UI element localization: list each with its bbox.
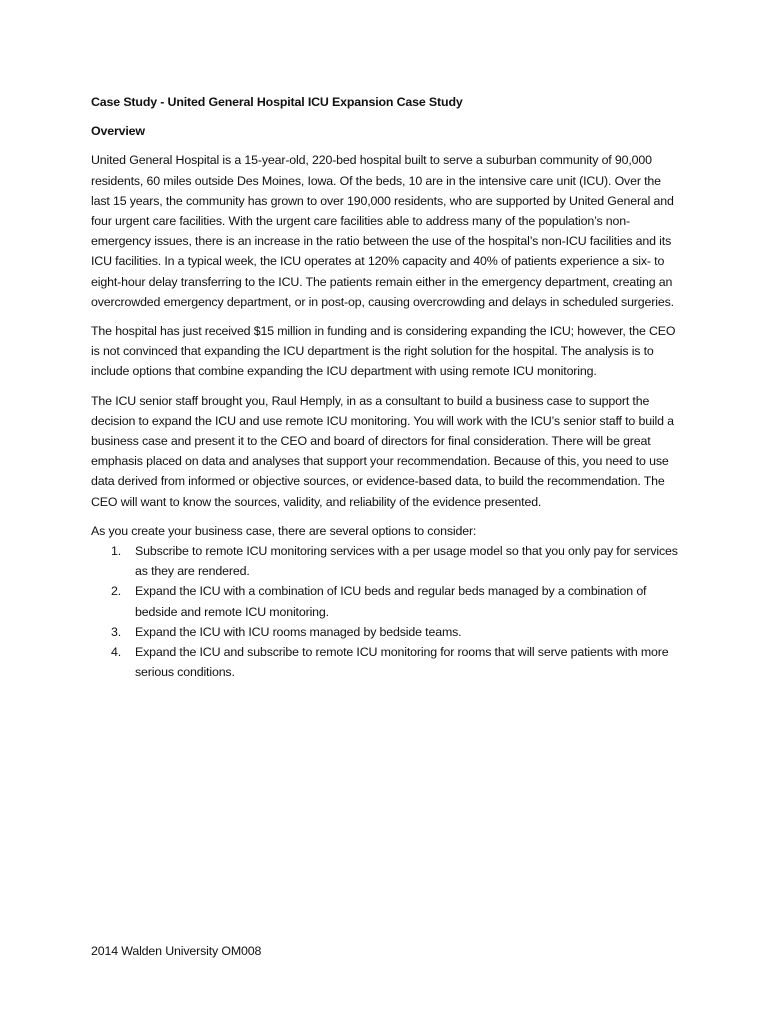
section-heading-overview: Overview <box>91 124 145 139</box>
page-footer: 2014 Walden University OM008 <box>91 944 262 958</box>
document-body <box>91 92 681 682</box>
list-item-number: 4. <box>111 645 122 660</box>
list-item-text: Expand the ICU with a combination of ICU beds and regular beds managed by a combination of bedside and remote ICU monitoring. <box>135 584 647 619</box>
list-item-text: Expand the ICU and subscribe to remote ICU monitoring for rooms that will serve patients with more serious conditions. <box>135 645 669 680</box>
list-item-number: 2. <box>111 584 122 599</box>
options-intro: As you create your business case, there are several options to consider: <box>91 523 477 538</box>
list-item <box>91 642 681 682</box>
list-item-text: Expand the ICU with ICU rooms managed by bedside teams. <box>135 624 462 639</box>
paragraph-funding: The hospital has just received $15 million in funding and is considering expanding the ICU; however, the CEO is not convinced that expanding the ICU department is the right solution for the hospital. The analysis is to include options that combine expanding the ICU department with using remote ICU monitoring. <box>91 324 676 379</box>
document-title: Case Study - United General Hospital ICU Expansion Case Study <box>91 95 463 109</box>
list-item <box>91 541 681 581</box>
options-list <box>91 541 681 682</box>
list-item-number: 1. <box>111 544 122 559</box>
list-item <box>91 622 681 642</box>
paragraph-background: United General Hospital is a 15-year-old, 220-bed hospital built to serve a suburban community of 90,000 residents, 60 miles outside Des Moines, Iowa. Of the beds, 10 are in the intensive care unit (ICU). Over the last 15 years, the community has grown to over 190,000 residents, who are supported by United General and four urgent care facilities. With the urgent care facilities able to address many of the population’s non-emergency issues, there is an increase in the ratio between the use of the hospital’s non-ICU facilities and its ICU facilities. In a typical week, the ICU operates at 120% capacity and 40% of patients experience a six- to eight-hour delay transferring to the ICU. The patients remain either in the emergency department, creating an overcrowded emergency department, or in post-op, causing overcrowding and delays in scheduled surgeries. <box>91 153 674 309</box>
list-item-text: Subscribe to remote ICU monitoring services with a per usage model so that you only pay for services as they are rendered. <box>135 544 678 579</box>
paragraph-consultant-role: The ICU senior staff brought you, Raul Hemply, in as a consultant to build a business case to support the decision to expand the ICU and use remote ICU monitoring. You will work with the ICU’s senior staff to build a business case and present it to the CEO and board of directors for final consideration. There will be great emphasis placed on data and analyses that support your recommendation. Because of this, you need to use data derived from informed or objective sources, or evidence-based data, to build the recommendation. The CEO will want to know the sources, validity, and reliability of the evidence presented. <box>91 393 674 509</box>
list-item-number: 3. <box>111 624 122 639</box>
list-item <box>91 581 681 621</box>
